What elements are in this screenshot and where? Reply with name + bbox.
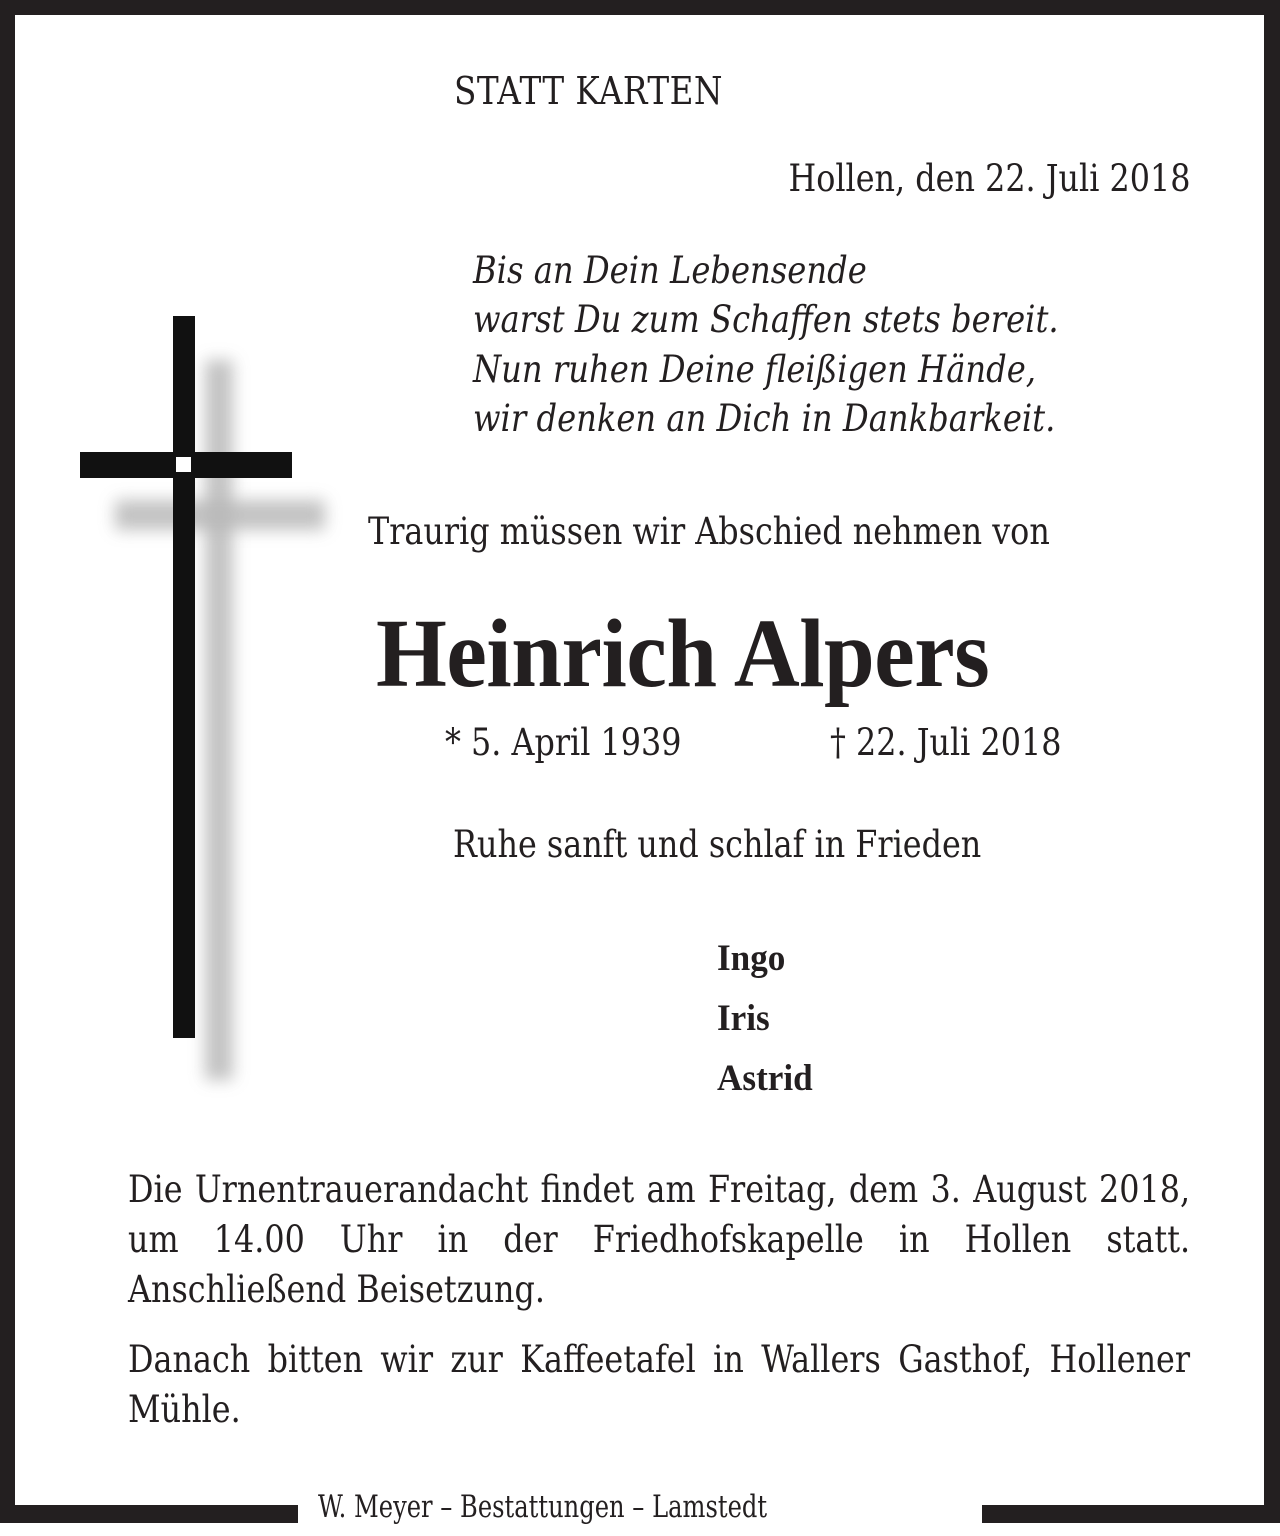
poem-line-text: Nun ruhen Deine fleißigen Hände,	[473, 348, 1037, 391]
mourner-name	[717, 1000, 773, 1037]
frame-border-right	[1264, 0, 1280, 1523]
poem-line-text: Bis an Dein Lebensende	[473, 249, 867, 292]
mourner-name-text: Iris	[717, 998, 770, 1039]
poem-line	[473, 348, 1120, 391]
reception-paragraph	[128, 1335, 1190, 1435]
intro-line	[368, 510, 1161, 553]
frame-border-left	[0, 0, 15, 1523]
reception-paragraph-text: Danach bitten wir zur Kaffeetafel in Wallers Gasthof, Hollener Mühle.	[128, 1338, 1191, 1431]
place-date-text: Hollen, den 22. Juli 2018	[787, 157, 1190, 200]
mourner-name-text: Astrid	[717, 1058, 813, 1099]
frame-border-bottom-right	[982, 1505, 1280, 1523]
farewell-text: Ruhe sanft und schlaf in Frieden	[453, 823, 982, 866]
death-date	[830, 721, 1099, 764]
death-date-text: † 22. Juli 2018	[830, 721, 1062, 764]
header-text: STATT KARTEN	[454, 69, 723, 113]
birth-date-text: * 5. April 1939	[445, 721, 682, 764]
service-paragraph-text: Die Urnentrauerandacht findet am Freitag, dem 3. August 2018, um 14.00 Uhr in der Friedhofskapelle in Hollen statt. Anschließend Beisetzung.	[128, 1168, 1191, 1311]
poem-line	[473, 397, 1142, 440]
mourner-name	[717, 1060, 818, 1097]
footer-text: W. Meyer – Bestattungen – Lamstedt	[318, 1489, 768, 1525]
poem-line-text: wir denken an Dich in Dankbarkeit.	[473, 397, 1056, 440]
poem-line	[473, 298, 1146, 341]
service-paragraph	[128, 1165, 1190, 1315]
deceased-name	[376, 600, 1035, 708]
header-statt-karten	[454, 69, 767, 113]
mourner-name-text: Ingo	[717, 938, 786, 979]
poem-line-text: warst Du zum Schaffen stets bereit.	[473, 298, 1059, 341]
deceased-name-text: Heinrich Alpers	[376, 600, 990, 708]
poem-line	[473, 249, 926, 292]
place-date	[723, 157, 1191, 200]
cross-shadow-horizontal	[115, 500, 325, 530]
frame-border-top	[0, 0, 1280, 15]
funeral-home-footer	[318, 1489, 894, 1525]
cross-center-square	[176, 457, 191, 472]
mourner-name	[717, 940, 789, 977]
intro-text: Traurig müssen wir Abschied nehmen von	[368, 510, 1050, 553]
farewell-line	[453, 823, 1067, 866]
birth-date	[445, 721, 720, 764]
cross-vertical-beam	[173, 316, 195, 1038]
frame-border-bottom-left	[0, 1505, 298, 1523]
